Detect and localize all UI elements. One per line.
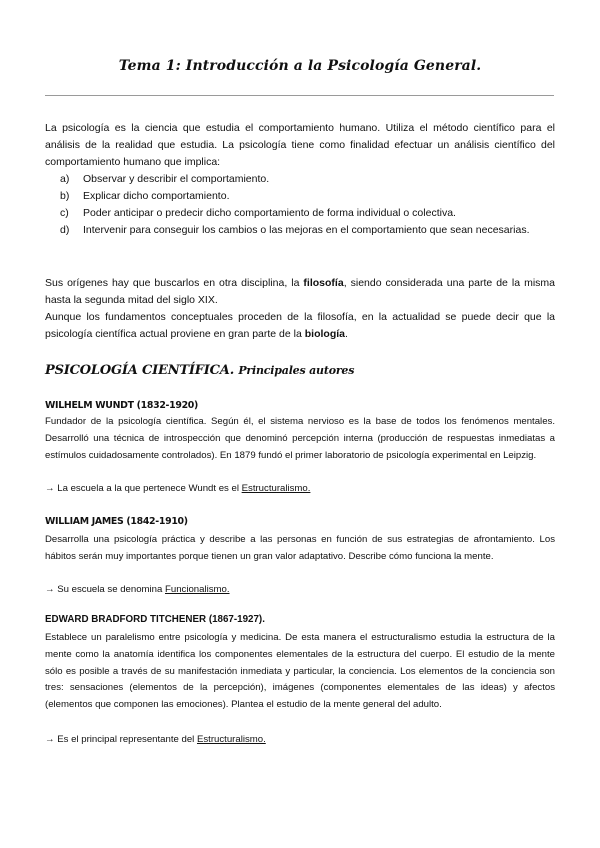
author-heading-james: WILLIAM JAMES (1842-1910): [45, 516, 188, 527]
section-heading: PSICOLOGÍA CIENTÍFICA. Principales autores: [45, 363, 355, 378]
intro-paragraph: La psicología es la ciencia que estudia el comportamiento humano. Utiliza el método científico para el análisis de la realidad que estudia. La psicología tiene como finalidad efectuar un análisis científico del comportamiento humano que implica:: [45, 122, 555, 168]
author-text-wundt: Fundador de la psicología científica. Según él, el sistema nervioso es la base de todos los fenómenos mentales. Desarrolló una técnica de introspección que denominó percepción interna (producción de respuestas inmediatas a estímulos cuidadosamente controlados). En 1879 fundó el primer laboratorio de psicología experimental en Leipzig.: [45, 416, 555, 461]
list-item: b) Explicar dicho comportamiento.: [60, 190, 230, 202]
objectives-list: [45, 171, 555, 239]
keyword-biologia: biología: [304, 328, 345, 340]
list-item: d) Intervenir para conseguir los cambios o las mejoras en el comportamiento que sean necesarias.: [60, 224, 530, 236]
author-text-titchener: Establece un paralelismo entre psicología y medicina. De esta manera el estructuralismo estudia la estructura de la mente como la anatomía identifica los componentes elementales de la estructura del cuerpo. El estudio de la mente sólo es posible a través de su manifestación inmediata y particular, la conciencia. Los elementos de la conciencia son tres: sensaciones (elementos de la percepción), imágenes (componentes elementales de las ideas) y afectos (elementos que componen las emociones). Plantea el estudio de la mente general del adulto.: [45, 632, 555, 711]
page-title: Tema 1: Introducción a la Psicología General.: [118, 58, 482, 74]
author-heading-wundt: WILHELM WUNDT (1832-1920): [45, 400, 199, 411]
origins-paragraph: Sus orígenes hay que buscarlos en otra disciplina, la filosofía, siendo considerada una parte de la misma hasta la segunda mitad del siglo XIX.: [45, 277, 555, 306]
title-divider: [45, 95, 554, 96]
school-link-funcionalismo: Funcionalismo.: [165, 584, 230, 595]
school-link-estructuralismo: Estructuralismo.: [241, 483, 311, 494]
author-note-james: → Su escuela se denomina Funcionalismo.: [45, 584, 230, 595]
list-item: a) Observar y describir el comportamiento.: [60, 173, 270, 185]
author-note-wundt: → La escuela a la que pertenece Wundt es el Estructuralismo.: [45, 483, 311, 494]
author-heading-titchener: EDWARD BRADFORD TITCHENER (1867-1927).: [45, 614, 265, 625]
list-item: c) Poder anticipar o predecir dicho comportamiento de forma individual o colectiva.: [60, 207, 456, 219]
keyword-filosofia: filosofía: [303, 277, 344, 289]
author-text-james: Desarrolla una psicología práctica y describe a las personas en función de sus estrategias de afrontamiento. Los hábitos serán muy importantes porque tienen un gran valor adaptativo. Describe cómo funciona la mente.: [45, 534, 555, 562]
author-note-titchener: → Es el principal representante del Estructuralismo.: [45, 734, 266, 745]
school-link-estructuralismo-2: Estructuralismo.: [196, 734, 266, 745]
foundations-paragraph: Aunque los fundamentos conceptuales proceden de la filosofía, en la actualidad se puede decir que la psicología científica actual proviene en gran parte de la biología.: [45, 311, 555, 340]
